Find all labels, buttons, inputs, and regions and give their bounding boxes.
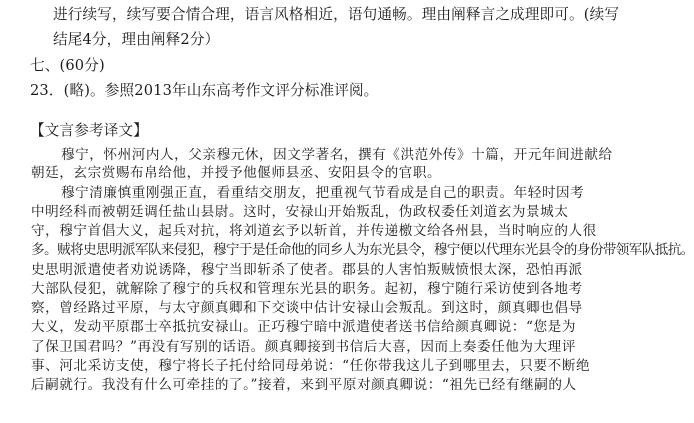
translation-line-3: 穆宁清廉慎重刚强正直，看重结交朋友，把重视气节看成是自己的职责。年轻时因考 [61, 185, 585, 201]
translation-line-2: 朝廷，玄宗赏赐布帛给他，并授予他偃师县丞、安阳县令的官职。 [31, 165, 442, 181]
translation-line-12: 事、河北采访支使，穆宁将长子托付给同母弟说：“任你带我这儿子到哪里去，只要不断绝 [31, 358, 591, 374]
translation-line-7: 史思明派遣使者劝说诱降，穆宁当即斩杀了使者。郡县的人害怕叛贼愤恨太深，恐怕再派 [31, 262, 583, 278]
translation-heading: 【文言参考译文】 [30, 122, 148, 139]
translation-line-9: 察，曾经路过平原，与太守颜真卿和下交谈中估计安禄山会叛乱。到这时，颜真卿也倡导 [31, 300, 583, 316]
translation-line-6: 多。贼将史思明派军队来侵犯，穆宁于是任命他的同乡人为东光县令，穆宁便以代理东光县令的身份带领军队抵抗。 [31, 242, 694, 258]
answer-line-1: 进行续写，续写要合情合理，语言风格相近，语句通畅。理由阐释言之成理即可。(续写 [53, 6, 620, 23]
translation-line-1: 穆宁，怀州河内人，父亲穆元休，因文学著名，撰有《洪范外传》十篇，开元年间进献给 [61, 147, 613, 163]
section-heading: 七、(60分) [30, 57, 105, 74]
translation-line-8: 大部队侵犯，就解除了穆宁的兵权和管理东光县的职务。起初，穆宁随行采访使到各地考 [31, 281, 583, 297]
translation-line-11: 了保卫国君吗？”再没有写别的话语。颜真卿接到书信后大喜，因而上奏委任他为大理评 [31, 339, 576, 355]
answer-line-2: 结尾4分，理由阐释2分） [53, 31, 220, 48]
translation-line-10: 大义，发动平原郡士卒抵抗安禄山。正巧穆宁暗中派遣使者送书信给颜真卿说：“您是为 [31, 319, 576, 335]
question-23-line: 23．(略)。参照2013年山东高考作文评分标准评阅。 [30, 82, 379, 99]
translation-line-13: 后嗣就行。我没有什么可牵挂的了。”接着，来到平原对颜真卿说：“祖先已经有继嗣的人 [31, 377, 577, 393]
translation-line-4: 中明经科而被朝廷调任盐山县尉。这时，安禄山开始叛乱，伪政权委任刘道玄为景城太 [31, 204, 569, 220]
translation-line-5: 守，穆宁首倡大义，起兵对抗，将刘道玄予以斩首，并传递檄文给各州县，当时响应的人很 [31, 223, 597, 239]
